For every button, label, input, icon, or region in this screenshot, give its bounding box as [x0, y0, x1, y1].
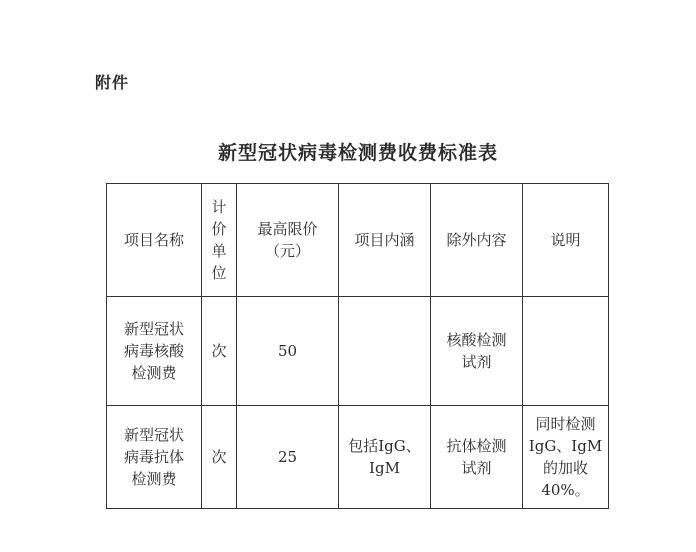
cell-notes: 同时检测 IgG、IgM 的加收 40%。	[523, 406, 609, 509]
cell-max-price: 25	[237, 406, 339, 509]
cell-excluded-content: 核酸检测 试剂	[431, 297, 523, 406]
cell-notes	[523, 297, 609, 406]
table-row	[107, 406, 609, 509]
cell-item-content: 包括IgG、 IgM	[339, 406, 431, 509]
cell-item-name: 新型冠状 病毒核酸 检测费	[107, 297, 202, 406]
document-title: 新型冠状病毒检测费收费标准表	[217, 142, 498, 164]
header-item-name: 项目名称	[107, 184, 202, 297]
header-max-price: 最高限价 （元）	[237, 184, 339, 297]
cell-pricing-unit: 次	[202, 406, 237, 509]
cell-max-price: 50	[237, 297, 339, 406]
fee-standard-table	[106, 183, 609, 509]
header-item-content: 项目内涵	[339, 184, 431, 297]
header-notes: 说明	[523, 184, 609, 297]
cell-item-content	[339, 297, 431, 406]
attachment-label: 附件	[95, 73, 130, 92]
table-header-row	[107, 184, 609, 297]
cell-item-name: 新型冠状 病毒抗体 检测费	[107, 406, 202, 509]
cell-pricing-unit: 次	[202, 297, 237, 406]
table-row	[107, 297, 609, 406]
header-excluded-content: 除外内容	[431, 184, 523, 297]
header-pricing-unit: 计 价 单 位	[202, 184, 237, 297]
cell-excluded-content: 抗体检测 试剂	[431, 406, 523, 509]
